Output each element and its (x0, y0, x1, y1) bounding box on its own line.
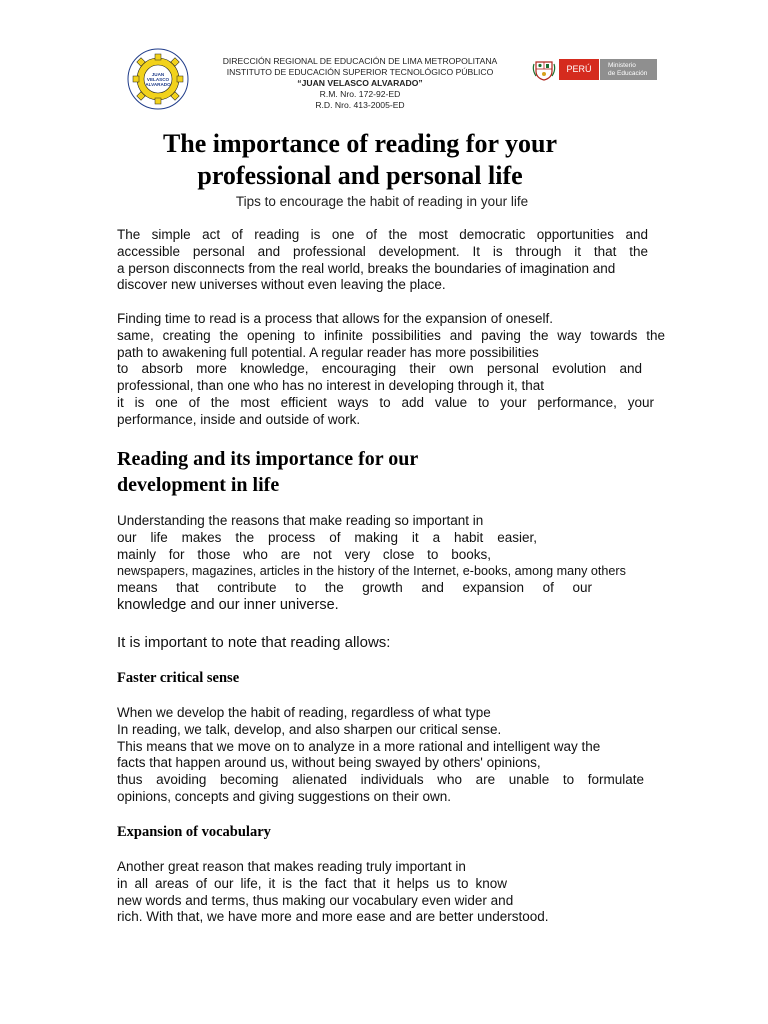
paragraph-line: our life makes the process of making it a habit easier, (117, 529, 537, 545)
seal-center-line-1: JUAN (151, 72, 165, 77)
paragraph-line: Understanding the reasons that make reading so important in (117, 513, 484, 528)
paragraph-line: newspapers, magazines, articles in the history of the Internet, e-books, among many others (117, 564, 626, 579)
paragraph-line: When we develop the habit of reading, regardless of what type (117, 705, 491, 720)
paragraph-line: performance, inside and outside of work. (117, 411, 361, 427)
paragraph-line: mainly for those who are not very close to books, (117, 546, 491, 562)
subheading-critical-sense: Faster critical sense (117, 670, 240, 686)
document-subtitle: Tips to encourage the habit of reading in your life (235, 194, 529, 209)
peru-coat-of-arms-icon (532, 58, 556, 82)
paragraph-line: facts that happen around us, without being swayed by others' opinions, (117, 755, 541, 771)
paragraph-line: This means that we move on to analyze in a more rational and intelligent way the (117, 738, 601, 754)
paragraph-line: it is one of the most efficient ways to add value to your performance, your (117, 394, 654, 410)
ministry-line-2: de Educación (608, 70, 648, 77)
section-heading-line-2: development in life (117, 474, 280, 496)
paragraph-line: accessible personal and professional development. It is through it that the (117, 243, 648, 259)
seal-center-line-3: ALVARADO (145, 82, 171, 87)
seal-center-line-2: VELASCO (146, 77, 170, 82)
paragraph-intro (117, 227, 648, 294)
paragraph-finding-time (117, 311, 665, 429)
header-line-3: “JUAN VELASCO ALVARADO” (297, 78, 423, 88)
paragraph-line: in all areas of our life, it is the fact that it helps us to know (117, 875, 507, 891)
paragraph-line: same, creating the opening to infinite possibilities and paving the way towards the (117, 327, 665, 343)
note-text: It is important to note that reading allows: (117, 634, 391, 651)
institute-seal-logo (127, 48, 189, 110)
paragraph-line: The simple act of reading is one of the most democratic opportunities and (117, 227, 648, 242)
paragraph-line: Another great reason that makes reading truly important in (117, 859, 466, 874)
paragraph-line: opinions, concepts and giving suggestions on their own. (117, 788, 451, 804)
paragraph-line: Finding time to read is a process that allows for the expansion of oneself. (117, 311, 553, 326)
header-line-4: R.M. Nro. 172-92-ED (319, 89, 401, 99)
paragraph-line: professional, than one who has no interest in developing through it, that (117, 378, 545, 394)
title-line-1: The importance of reading for your (162, 129, 558, 158)
peru-label: PERÚ (559, 59, 599, 80)
section-heading (117, 446, 537, 498)
paragraph-line: means that contribute to the growth and expansion of our (117, 580, 592, 596)
institution-heading (210, 56, 510, 111)
title-line-2: professional and personal life (197, 161, 523, 190)
ministry-line-1: Ministerio (608, 62, 636, 69)
header-line-2: INSTITUTO DE EDUCACIÓN SUPERIOR TECNOLÓGICO PÚBLICO (226, 67, 494, 77)
paragraph-critical-sense (117, 705, 662, 806)
paragraph-line: knowledge and our inner universe. (117, 596, 339, 613)
paragraph-line: thus avoiding becoming alienated individuals who are unable to formulate (117, 772, 644, 788)
paragraph-line: new words and terms, thus making our vocabulary even wider and (117, 892, 514, 908)
header-line-5: R.D. Nro. 413-2005-ED (315, 100, 405, 110)
document-title (112, 128, 608, 192)
paragraph-line: to absorb more knowledge, encouraging their own personal evolution and (117, 361, 642, 377)
paragraph-line: path to awakening full potential. A regular reader has more possibilities (117, 344, 539, 360)
subheading-vocabulary: Expansion of vocabulary (117, 824, 271, 840)
paragraph-vocabulary (117, 859, 648, 926)
paragraph-line: rich. With that, we have more and more ease and are better understood. (117, 909, 549, 925)
ministry-label (600, 59, 657, 80)
section-heading-line-1: Reading and its importance for our (117, 448, 419, 470)
letterhead (0, 0, 768, 125)
paragraph-line: a person disconnects from the real world, breaks the boundaries of imagination and (117, 260, 616, 276)
header-line-1: DIRECCIÓN REGIONAL DE EDUCACIÓN DE LIMA METROPOLITANA (222, 56, 498, 66)
paragraph-line: In reading, we talk, develop, and also sharpen our critical sense. (117, 721, 502, 737)
paragraph-line: discover new universes without even leaving the place. (117, 277, 446, 293)
paragraph-understanding (117, 513, 648, 614)
